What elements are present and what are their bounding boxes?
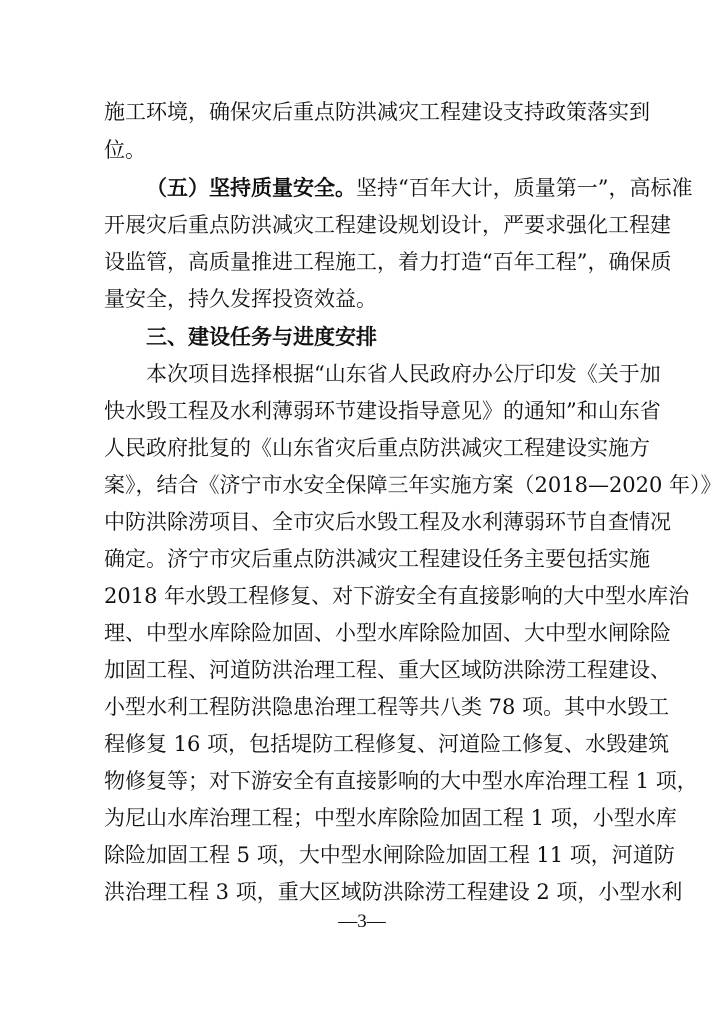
text-line: 案》，结合《济宁市水安全保障三年实施方案（2018—2020 年）》 [104,473,722,497]
text-line: 本次项目选择根据“山东省人民政府办公厅印发《关于加 [146,362,661,386]
text-line: 为尼山水库治理工程；中型水库除险加固工程 1 项，小型水库 [104,806,677,830]
text-line: 程修复 16 项，包括堤防工程修复、河道险工修复、水毁建筑 [104,732,670,756]
section-five-heading: （五）坚持质量安全。 [146,176,356,200]
text-line: 位。 [104,138,146,162]
text-line: 2018 年水毁工程修复、对下游安全有直接影响的大中型水库治 [104,584,690,608]
text-line: 快水毁工程及水利薄弱环节建设指导意见》的通知”和山东省 [104,399,661,423]
text-line: 施工环境，确保灾后重点防洪减灾工程建设支持政策落实到 [104,100,650,124]
text-line: 洪治理工程 3 项，重大区域防洪除涝工程建设 2 项，小型水利 [104,880,683,904]
section-three-heading: 三、建设任务与进度安排 [146,325,377,349]
text-line: 人民政府批复的《山东省灾后重点防洪减灾工程建设实施方 [104,436,650,460]
text-line: 量安全，持久发挥投资效益。 [104,287,377,311]
text-line: 理、中型水库除险加固、小型水库除险加固、大中型水闸除险 [104,621,671,645]
text-line: 中防洪除涝项目、全市灾后水毁工程及水利薄弱环节自查情况 [104,510,671,534]
text-line: 确定。济宁市灾后重点防洪减灾工程建设任务主要包括实施 [104,547,650,571]
text-line: 小型水利工程防洪隐患治理工程等共八类 78 项。其中水毁工 [104,695,670,719]
text-line: 物修复等；对下游安全有直接影响的大中型水库治理工程 1 项， [104,769,698,793]
text-line: 设监管，高质量推进工程施工，着力打造“百年工程”，确保质 [104,250,672,274]
text-line: 开展灾后重点防洪减灾工程建设规划设计，严要求强化工程建 [104,213,671,237]
section-five-text: 坚持“百年大计，质量第一”，高标准 [356,176,693,200]
section-five-line [146,173,693,203]
text-line: 除险加固工程 5 项，大中型水闸除险加固工程 11 项，河道防 [104,843,675,867]
page-number: —3— [338,911,386,932]
text-line: 加固工程、河道防洪治理工程、重大区域防洪除涝工程建设、 [104,658,671,682]
